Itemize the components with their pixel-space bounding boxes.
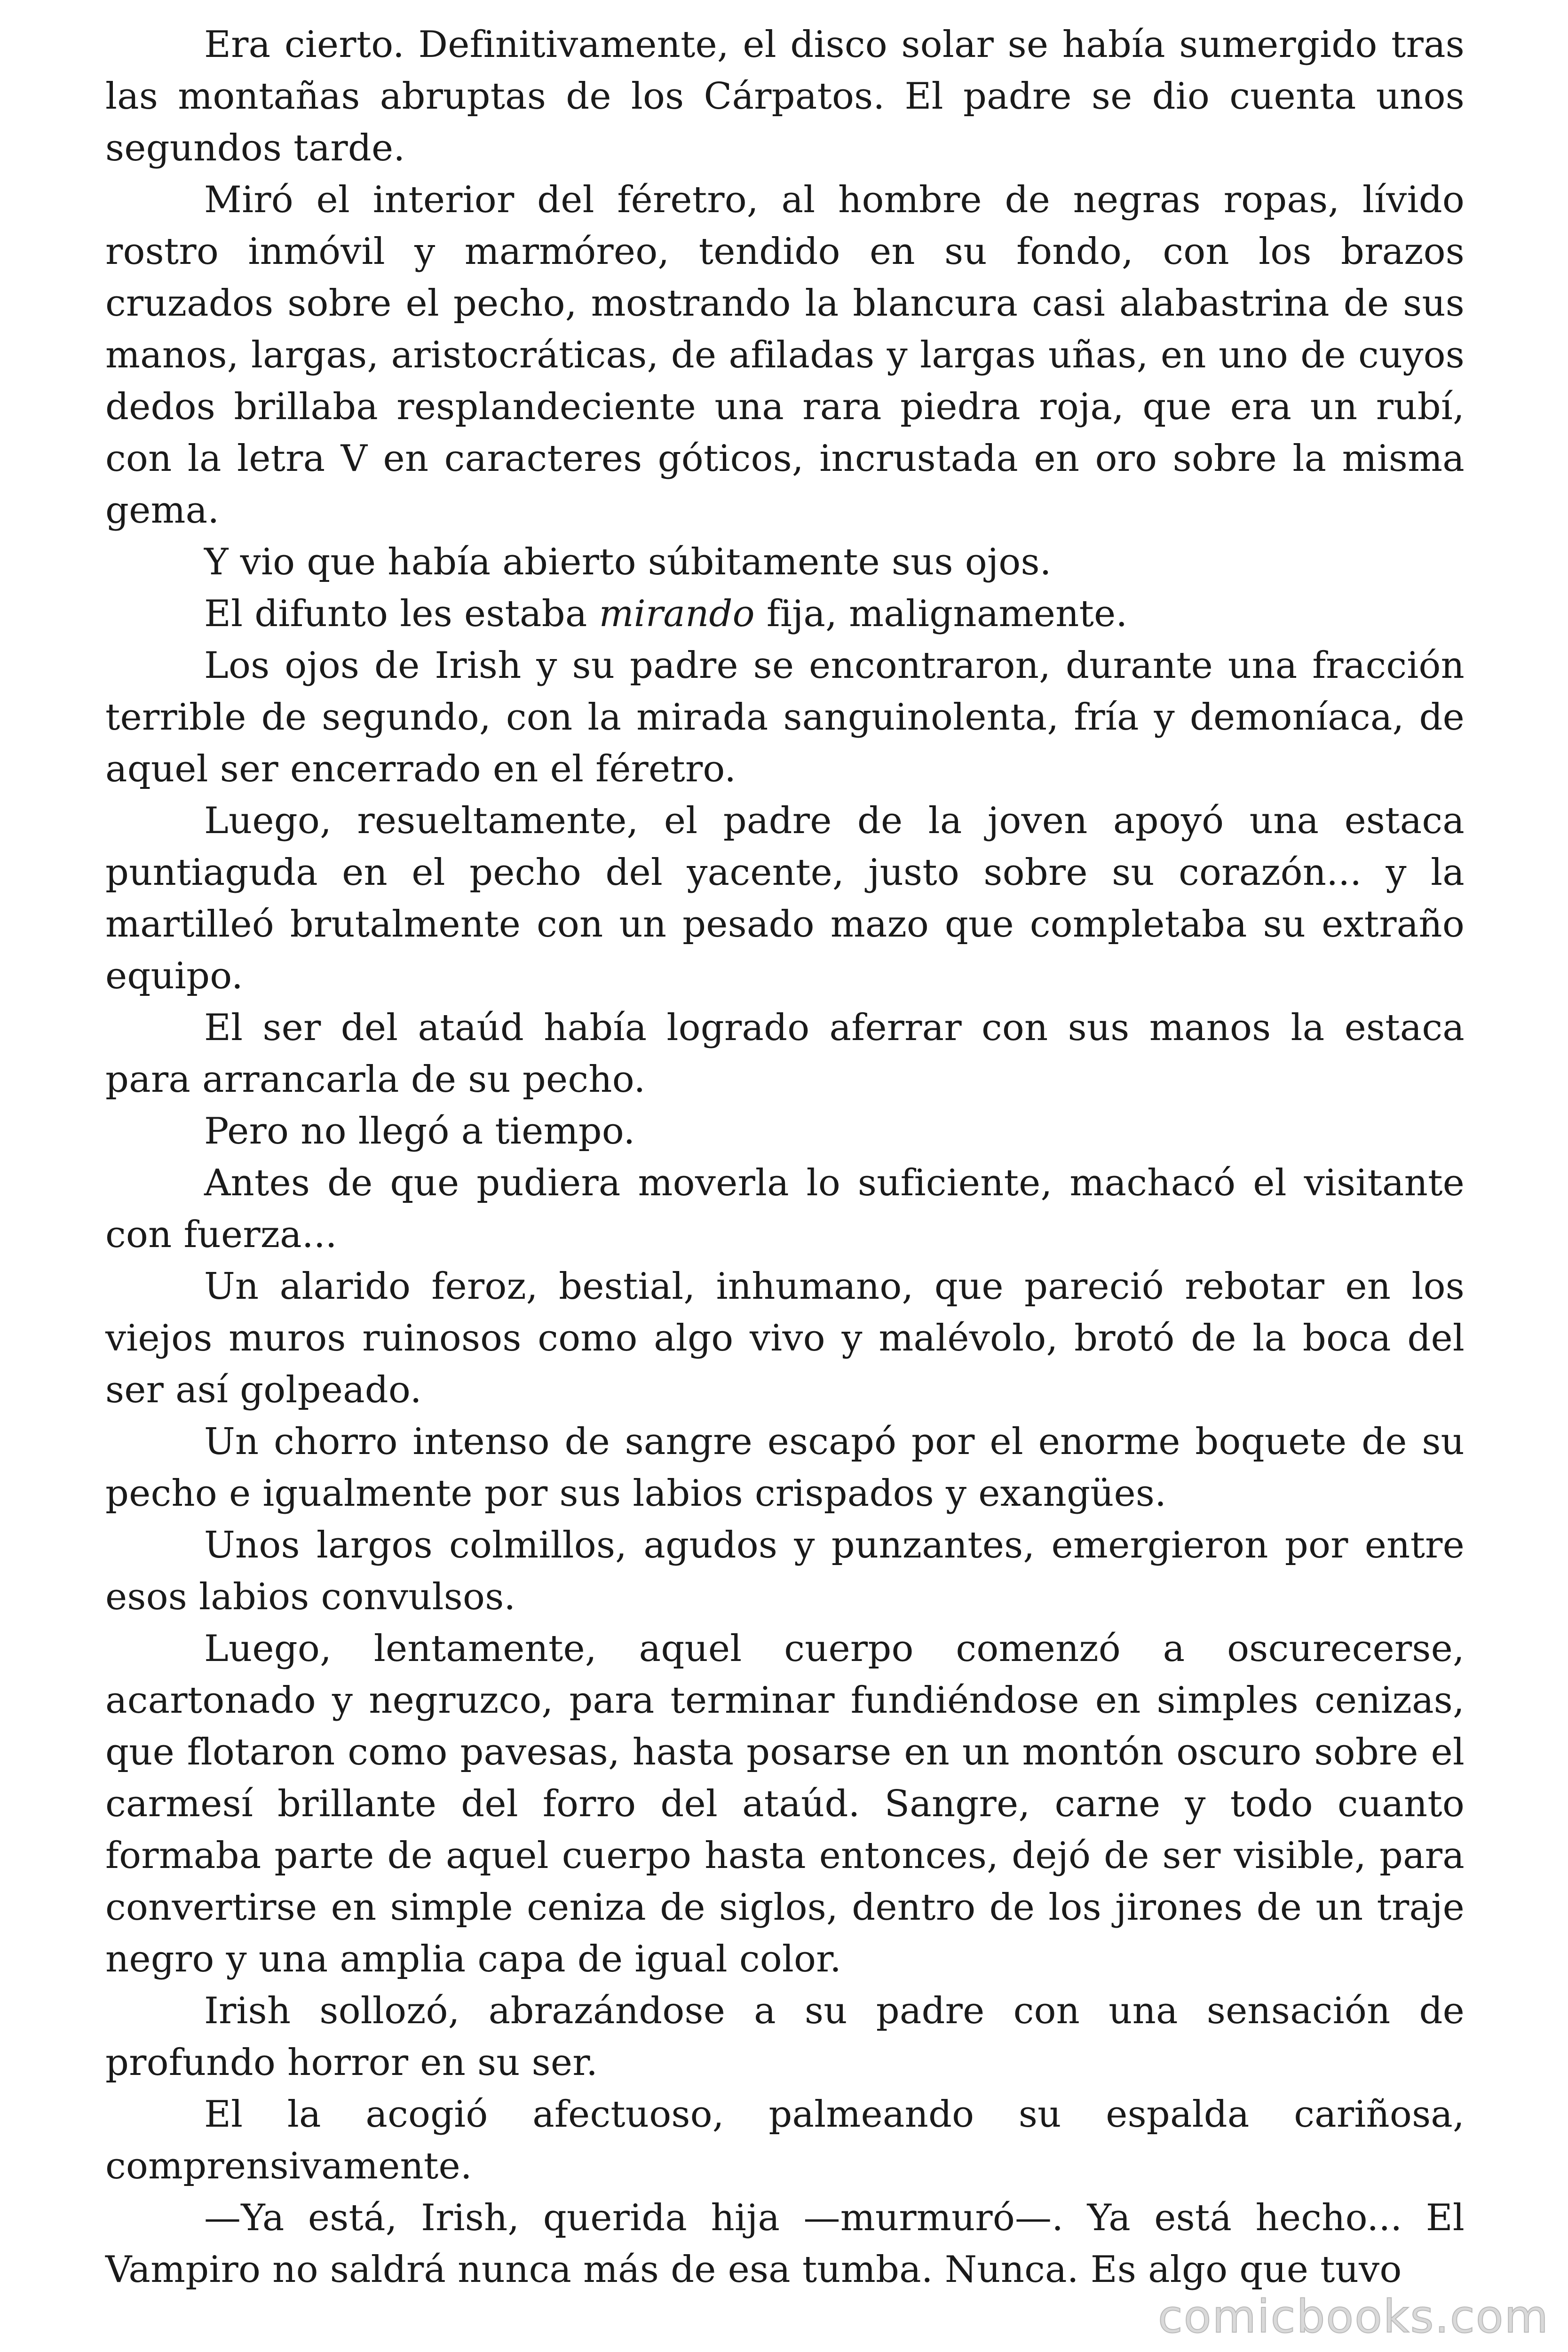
paragraph: Un alarido feroz, bestial, inhumano, que pareció rebotar en los viejos muros ruinosos como algo vivo y malévolo, brotó de la boca del ser así golpeado.	[105, 1265, 1465, 1411]
paragraph: Un chorro intenso de sangre escapó por el enorme boquete de su pecho e igualmente por sus labios crispados y exangües.	[105, 1421, 1465, 1515]
paragraph-text: El difunto les estaba	[204, 593, 599, 635]
paragraph: Los ojos de Irish y su padre se encontraron, durante una fracción terrible de segundo, con la mirada sanguinolenta, fría y demoníaca, de aquel ser encerrado en el féretro.	[105, 644, 1465, 790]
paragraph	[105, 588, 1465, 640]
paragraph-text: fija, malignamente.	[754, 593, 1128, 635]
emphasized-word: mirando	[599, 593, 755, 635]
paragraph: El ser del ataúd había logrado aferrar con sus manos la estaca para arrancarla de su pecho.	[105, 1007, 1465, 1101]
watermark: comicbooks.com	[1157, 2290, 1549, 2343]
body-text	[105, 19, 1465, 2296]
paragraph: Miró el interior del féretro, al hombre de negras ropas, lívido rostro inmóvil y marmóreo, tendido en su fondo, con los brazos cruzados sobre el pecho, mostrando la blancura casi alabastrina de sus manos, largas, aristocráticas, de afiladas y largas uñas, en uno de cuyos dedos brillaba resplandeciente una rara piedra roja, que era un rubí, con la letra V en caracteres góticos, incrustada en oro sobre la misma gema.	[105, 179, 1465, 532]
paragraph: Era cierto. Definitivamente, el disco solar se había sumergido tras las montañas abruptas de los Cárpatos. El padre se dio cuenta unos segundos tarde.	[105, 24, 1465, 169]
paragraph: —Ya está, Irish, querida hija —murmuró—. Ya está hecho... El Vampiro no saldrá nunca más de esa tumba. Nunca. Es algo que tuvo	[105, 2197, 1465, 2291]
paragraph: Antes de que pudiera moverla lo suficiente, machacó el visitante con fuerza...	[105, 1162, 1465, 1256]
paragraph: El la acogió afectuoso, palmeando su espalda cariñosa, comprensivamente.	[105, 2093, 1465, 2187]
paragraph: Unos largos colmillos, agudos y punzantes, emergieron por entre esos labios convulsos.	[105, 1524, 1465, 1618]
paragraph: Irish sollozó, abrazándose a su padre con una sensación de profundo horror en su ser.	[105, 1990, 1465, 2084]
paragraph: Luego, lentamente, aquel cuerpo comenzó a oscurecerse, acartonado y negruzco, para terminar fundiéndose en simples cenizas, que flotaron como pavesas, hasta posarse en un montón oscuro sobre el carmesí brillante del forro del ataúd. Sangre, carne y todo cuanto formaba parte de aquel cuerpo hasta entonces, dejó de ser visible, para convertirse en simple ceniza de siglos, dentro de los jirones de un traje negro y una amplia capa de igual color.	[105, 1628, 1465, 1980]
paragraph: Luego, resueltamente, el padre de la joven apoyó una estaca puntiaguda en el pecho del yacente, justo sobre su corazón... y la martilleó brutalmente con un pesado mazo que completaba su extraño equipo.	[105, 800, 1465, 997]
paragraph: Pero no llegó a tiempo.	[204, 1110, 635, 1152]
paragraph: Y vio que había abierto súbitamente sus ojos.	[204, 541, 1052, 583]
